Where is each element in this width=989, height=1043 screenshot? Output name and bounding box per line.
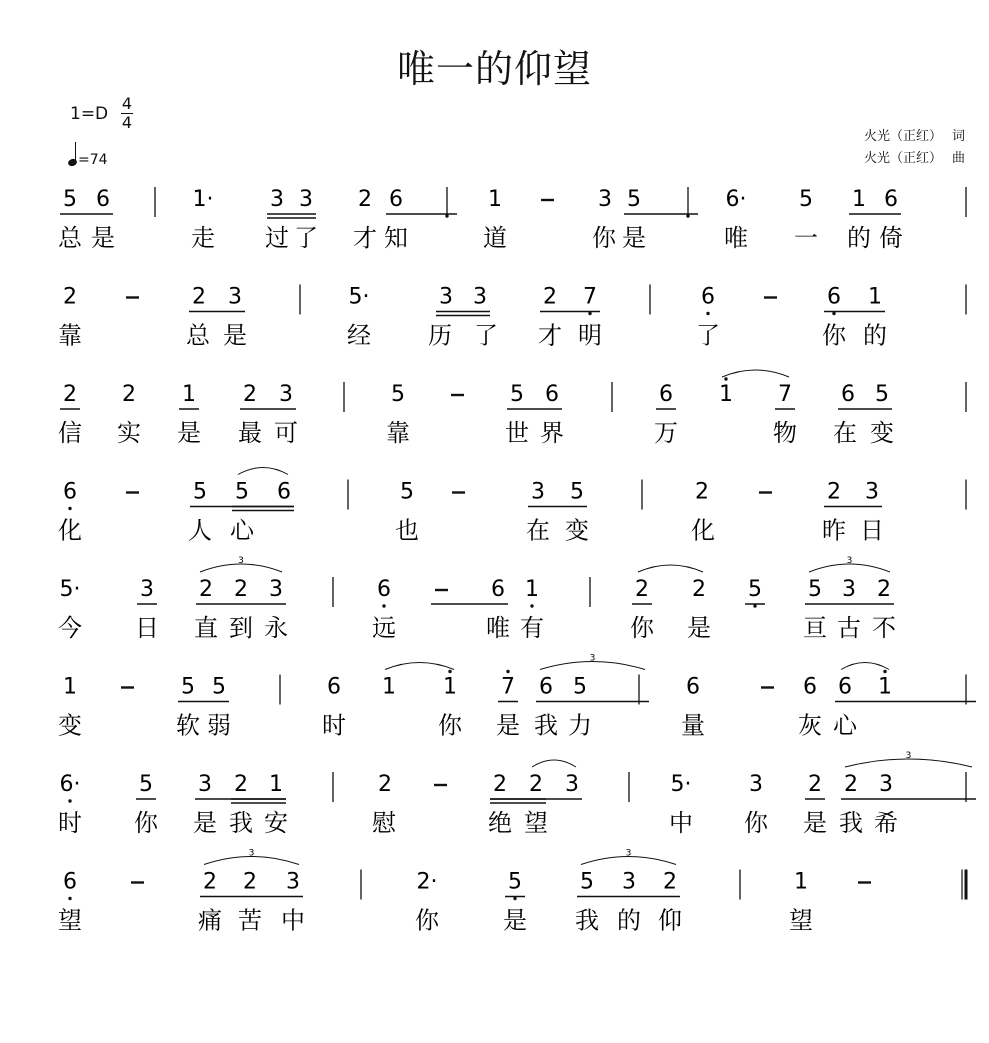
note: 2 [234, 772, 248, 797]
lyric: 总 [186, 321, 210, 350]
lyric: 你 [134, 809, 158, 837]
low-octave-dot [68, 897, 71, 900]
note: 5 [573, 674, 587, 700]
lyric: 时 [322, 711, 346, 740]
composer-credit: 火光（正红） 曲 [863, 151, 965, 166]
lyric: 是 [496, 711, 520, 740]
note: 3 [879, 772, 893, 797]
low-octave-dot [706, 312, 709, 315]
note: 1 [794, 869, 808, 895]
lyric: 界 [540, 419, 564, 447]
low-octave-dot [68, 799, 71, 802]
lyric: 过 [265, 224, 289, 252]
note: 2 [234, 577, 248, 602]
lyric: 物 [773, 419, 797, 447]
note: 5· [59, 577, 81, 602]
note: 6 [827, 284, 841, 310]
lyric: 了 [474, 321, 498, 350]
lyric: 我 [534, 711, 558, 740]
note: 1 [63, 674, 77, 700]
note: 7 [778, 382, 792, 407]
note: 5 [193, 479, 207, 505]
time-signature-top: 4 [121, 94, 133, 113]
note: 1 [443, 674, 457, 700]
note: 5 [570, 479, 584, 505]
note: 2 [663, 869, 677, 895]
lyric: 直 [194, 614, 218, 642]
lyric: 你 [822, 321, 846, 350]
low-octave-dot [382, 604, 385, 607]
note: 3 [473, 284, 487, 310]
slur [841, 663, 889, 670]
lyric: 你 [438, 711, 462, 740]
note: 6· [59, 772, 81, 797]
lyric: 有 [520, 614, 544, 642]
triplet-label: 3 [589, 653, 596, 664]
high-octave-dot [883, 670, 886, 673]
lyric: 量 [681, 711, 705, 740]
lyric: 你 [630, 614, 654, 642]
note: 3 [198, 772, 212, 797]
lyric: 倚 [879, 224, 903, 252]
note: 6 [327, 674, 341, 700]
note: 5· [348, 284, 370, 310]
note: 6 [63, 869, 77, 895]
note: 7 [501, 674, 515, 700]
note: 1 [382, 674, 396, 700]
note: 2 [543, 284, 557, 310]
lyric: 总 [58, 224, 82, 252]
lyric: 软 [176, 711, 200, 740]
lyric: 是 [177, 419, 201, 447]
low-octave-dot [513, 897, 516, 900]
high-octave-dot [448, 670, 451, 673]
note: 2 [122, 382, 136, 407]
note: 5 [580, 869, 594, 895]
lyric: 是 [687, 614, 711, 642]
note: 3 [622, 869, 636, 895]
lyric: 日 [135, 614, 159, 642]
slur [722, 370, 789, 377]
note: 5 [391, 382, 405, 407]
low-octave-dot [686, 214, 689, 217]
note: 5 [875, 382, 889, 407]
note: 1 [488, 187, 502, 212]
lyric: 信 [58, 419, 82, 447]
triplet-label: 3 [248, 848, 255, 859]
lyric: 望 [58, 906, 82, 935]
note: 1 [719, 382, 733, 407]
note: 2 [243, 382, 257, 407]
lyricist-credit: 火光（正红） 词 [863, 129, 965, 144]
lyric: 万 [654, 419, 678, 447]
note: 3 [269, 577, 283, 602]
lyric: 的 [863, 321, 887, 350]
triplet-label: 3 [846, 556, 853, 566]
note: 6 [545, 382, 559, 407]
lyric: 到 [229, 614, 253, 642]
lyric: 你 [592, 224, 616, 252]
lyric: 知 [384, 224, 408, 252]
low-octave-dot [445, 214, 448, 217]
note: 2 [493, 772, 507, 797]
lyric: 古 [837, 614, 861, 642]
lyric: 力 [568, 711, 592, 740]
note: 3 [439, 284, 453, 310]
slur [385, 663, 454, 670]
note: 2 [378, 772, 392, 797]
lyric: 了 [294, 224, 318, 252]
lyric: 不 [872, 614, 896, 642]
note: 2 [63, 382, 77, 407]
lyric: 变 [58, 711, 82, 740]
note: 3 [598, 187, 612, 212]
lyric: 明 [578, 321, 602, 350]
lyric: 的 [847, 224, 871, 252]
note: 5 [808, 577, 822, 602]
lyric: 世 [505, 419, 529, 447]
note: 6 [884, 187, 898, 212]
lyric: 昨 [822, 516, 846, 545]
note: 3 [270, 187, 284, 212]
lyric: 历 [428, 321, 452, 350]
note: 5 [748, 577, 762, 602]
lyric: 你 [415, 906, 439, 935]
lyric: 苦 [238, 906, 262, 935]
note: 5 [139, 772, 153, 797]
lyric: 可 [274, 419, 298, 447]
note: 2 [358, 187, 372, 212]
note: 2 [827, 479, 841, 505]
note: 5 [63, 187, 77, 212]
note: 6· [725, 187, 747, 212]
note: 2 [529, 772, 543, 797]
triplet-label: 3 [905, 751, 912, 761]
note: 3 [531, 479, 545, 505]
note: 5 [508, 869, 522, 895]
lyric: 最 [238, 419, 262, 447]
note: 6 [701, 284, 715, 310]
note: 2 [203, 869, 217, 895]
note: 3 [842, 577, 856, 602]
note: 3 [299, 187, 313, 212]
note: 2 [808, 772, 822, 797]
note: 2· [416, 869, 438, 895]
lyric: 你 [744, 809, 768, 837]
lyric: 一 [794, 224, 818, 252]
note: 6 [659, 382, 673, 407]
lyric: 化 [58, 516, 82, 545]
note: 6 [539, 674, 553, 700]
low-octave-dot [530, 604, 533, 607]
lyric: 是 [223, 321, 247, 350]
note: 6 [686, 674, 700, 700]
key-signature: 1=D [70, 104, 109, 124]
note: 2 [877, 577, 891, 602]
note: 3 [228, 284, 242, 310]
high-octave-dot [724, 377, 727, 380]
lyric: 变 [565, 516, 589, 545]
note: 6 [389, 187, 403, 212]
note: 6 [491, 577, 505, 602]
lyric: 在 [833, 419, 857, 447]
lyric: 永 [264, 614, 288, 642]
lyric: 靠 [58, 321, 82, 350]
lyric: 实 [117, 419, 141, 447]
lyric: 慰 [372, 809, 396, 837]
lyric: 经 [347, 321, 371, 350]
lyric: 日 [860, 516, 884, 545]
note: 1 [868, 284, 882, 310]
lyric: 今 [58, 614, 82, 642]
lyric: 望 [789, 906, 813, 935]
note: 6 [96, 187, 110, 212]
lyric: 唯 [724, 224, 748, 252]
song-title: 唯一的仰望 [396, 47, 592, 91]
note: 2 [692, 577, 706, 602]
note: 2 [192, 284, 206, 310]
note: 5 [235, 479, 249, 505]
time-signature-bottom: 4 [121, 113, 133, 132]
lyric: 亘 [803, 614, 827, 642]
note: 1· [192, 187, 214, 212]
tempo-value: =74 [78, 152, 108, 168]
lyric: 人 [188, 516, 212, 545]
note: 6 [277, 479, 291, 505]
note: 2 [199, 577, 213, 602]
note: 1 [878, 674, 892, 700]
high-octave-dot [506, 670, 509, 673]
lyric: 望 [524, 809, 548, 837]
lyric: 是 [193, 809, 217, 837]
lyric: 心 [230, 516, 254, 545]
lyric: 弱 [207, 711, 231, 740]
lyric: 是 [803, 809, 827, 837]
note: 5 [627, 187, 641, 212]
note: 1 [269, 772, 283, 797]
note: 3 [865, 479, 879, 505]
lyric: 了 [696, 321, 720, 350]
note: 7 [583, 284, 597, 310]
note: 3 [565, 772, 579, 797]
low-octave-dot [68, 507, 71, 510]
lyric: 是 [503, 906, 527, 935]
low-octave-dot [588, 312, 591, 315]
triplet-label: 3 [625, 848, 632, 859]
note: 6 [63, 479, 77, 505]
note: 6 [377, 577, 391, 602]
lyric: 时 [58, 809, 82, 837]
lyric: 道 [483, 224, 507, 252]
note: 5 [799, 187, 813, 212]
note: 5 [181, 674, 195, 700]
lyric: 才 [353, 224, 377, 252]
lyric: 我 [839, 809, 863, 837]
lyric: 中 [281, 906, 305, 935]
note: 5 [400, 479, 414, 505]
lyric: 化 [691, 516, 715, 545]
lyric: 痛 [198, 906, 222, 935]
lyric: 希 [874, 809, 898, 837]
lyric: 我 [575, 906, 599, 935]
note: 3 [279, 382, 293, 407]
note: 5 [212, 674, 226, 700]
low-octave-dot [832, 312, 835, 315]
note: 3 [286, 869, 300, 895]
note: 1 [852, 187, 866, 212]
low-octave-dot [753, 604, 756, 607]
lyric: 仰 [658, 906, 682, 935]
lyric: 才 [538, 321, 562, 350]
lyric: 中 [669, 809, 693, 837]
note: 2 [63, 284, 77, 310]
lyric: 靠 [386, 419, 410, 447]
note: 2 [243, 869, 257, 895]
lyric: 绝 [488, 809, 512, 837]
lyric: 安 [264, 809, 288, 837]
note: 3 [140, 577, 154, 602]
note: 5· [670, 772, 692, 797]
triplet-label: 3 [238, 556, 244, 566]
note: 5 [510, 382, 524, 407]
lyric: 远 [372, 614, 396, 642]
slur [238, 468, 288, 475]
lyric: 我 [229, 809, 253, 837]
lyric: 走 [191, 224, 215, 252]
lyric: 唯 [486, 614, 510, 642]
note: 6 [803, 674, 817, 700]
lyric: 变 [870, 419, 894, 447]
slur [532, 760, 576, 767]
lyric: 心 [833, 711, 857, 740]
note: 6 [838, 674, 852, 700]
lyric: 灰 [798, 711, 822, 740]
note: 2 [844, 772, 858, 797]
lyric: 是 [622, 224, 646, 252]
note: 6 [841, 382, 855, 407]
slur [638, 565, 703, 572]
note: 1 [182, 382, 196, 407]
note: 1 [525, 577, 539, 602]
note: 3 [749, 772, 763, 797]
lyric: 在 [526, 516, 550, 545]
note: 2 [635, 577, 649, 602]
lyric: 的 [617, 906, 641, 935]
lyric: 也 [395, 516, 419, 545]
lyric: 是 [91, 224, 115, 252]
note: 2 [695, 479, 709, 505]
